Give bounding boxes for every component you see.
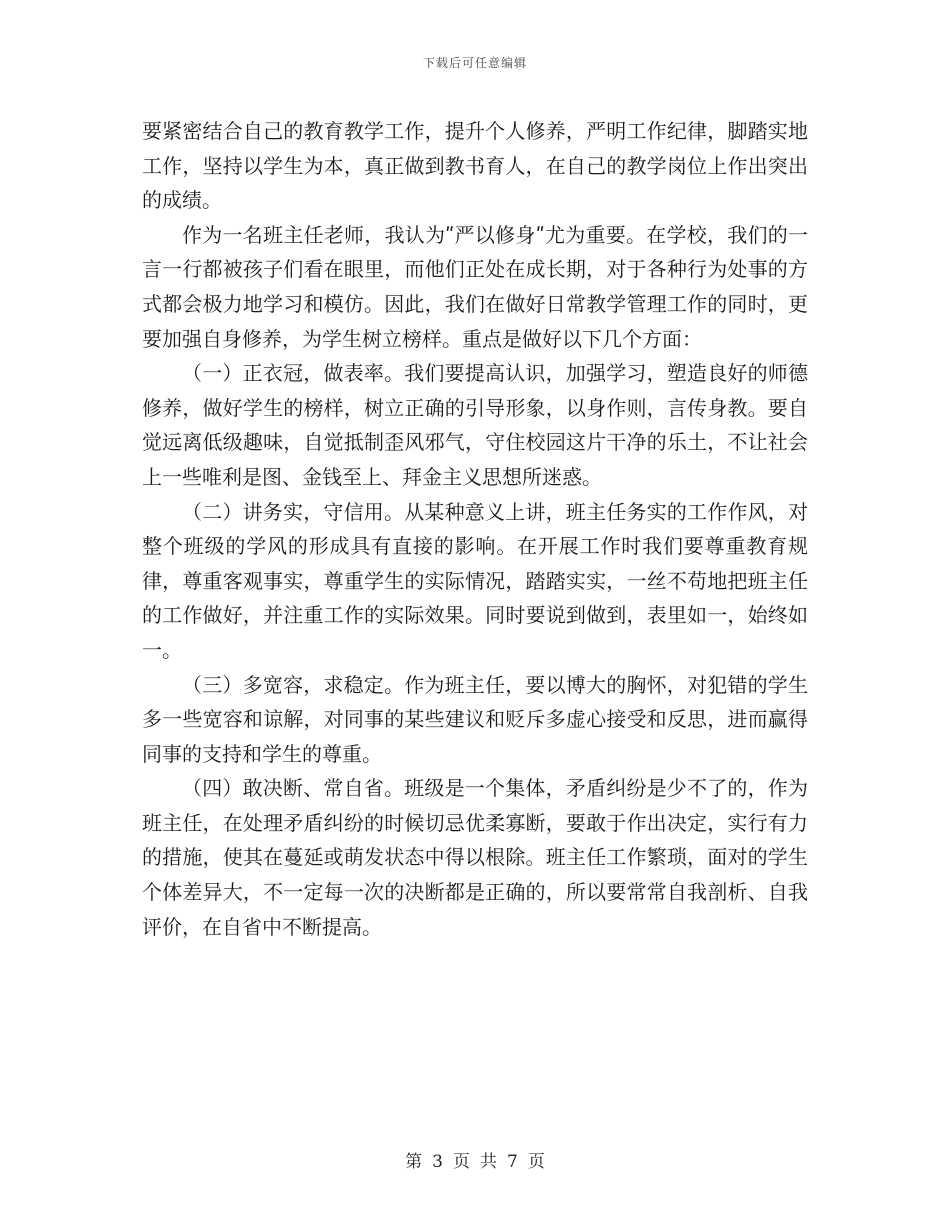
- paragraph-point-2: （二）讲务实，守信用。从某种意义上讲，班主任务实的工作作风，对整个班级的学风的形成具有直接的影响。在开展工作时我们要尊重教育规律，尊重客观事实，尊重学生的实际情况，踏踏实实，一丝不苟地把班主任的工作做好，并注重工作的实际效果。同时要说到做到，表里如一，始终如一。: [142, 499, 808, 662]
- document-body: [142, 114, 808, 944]
- paragraph-point-4: （四）敢决断、常自省。班级是一个集体，矛盾纠纷是少不了的，作为班主任，在处理矛盾纠纷的时候切忌优柔寡断，要敢于作出决定，实行有力的措施，使其在蔓延或萌发状态中得以根除。班主任工作繁琐，面对的学生个体差异大，不一定每一次的决断都是正确的，所以要常常自我剖析、自我评价，在自省中不断提高。: [142, 776, 808, 939]
- paragraph-point-1: （一）正衣冠，做表率。我们要提高认识，加强学习，塑造良好的师德修养，做好学生的榜样，树立正确的引导形象，以身作则，言传身教。要自觉远离低级趣味，自觉抵制歪风邪气，守住校园这片干净的乐土，不让社会上一些唯利是图、金钱至上、拜金主义思想所迷惑。: [142, 361, 808, 489]
- footer-total-pages: 7: [507, 1152, 518, 1172]
- footer-total-prefix: 共: [480, 1152, 497, 1172]
- page-header-note: 下载后可任意编辑: [422, 56, 527, 70]
- footer-page-label: 页: [453, 1152, 470, 1172]
- footer-current-page: 3: [432, 1152, 443, 1172]
- paragraph-intro: 作为一名班主任老师，我认为ʺ严以修身ʺ尤为重要。在学校，我们的一言一行都被孩子们看在眼里，而他们正处在成长期，对于各种行为处事的方式都会极力地学习和模仿。因此，我们在做好日常教学管理工作的同时，更要加强自身修养，为学生树立榜样。重点是做好以下几个方面：: [142, 222, 808, 351]
- page-number-footer: [0, 1147, 950, 1172]
- paragraph-point-3: （三）多宽容，求稳定。作为班主任，要以博大的胸怀，对犯错的学生多一些宽容和谅解，对同事的某些建议和贬斥多虚心接受和反思，进而赢得同事的支持和学生的尊重。: [142, 672, 808, 766]
- footer-total-suffix: 页: [527, 1152, 545, 1172]
- footer-prefix: 第: [405, 1152, 423, 1172]
- paragraph-continuation: 要紧密结合自己的教育教学工作，提升个人修养，严明工作纪律，脚踏实地工作，坚持以学生为本，真正做到教书育人，在自己的教学岗位上作出突出的成绩。: [142, 119, 808, 213]
